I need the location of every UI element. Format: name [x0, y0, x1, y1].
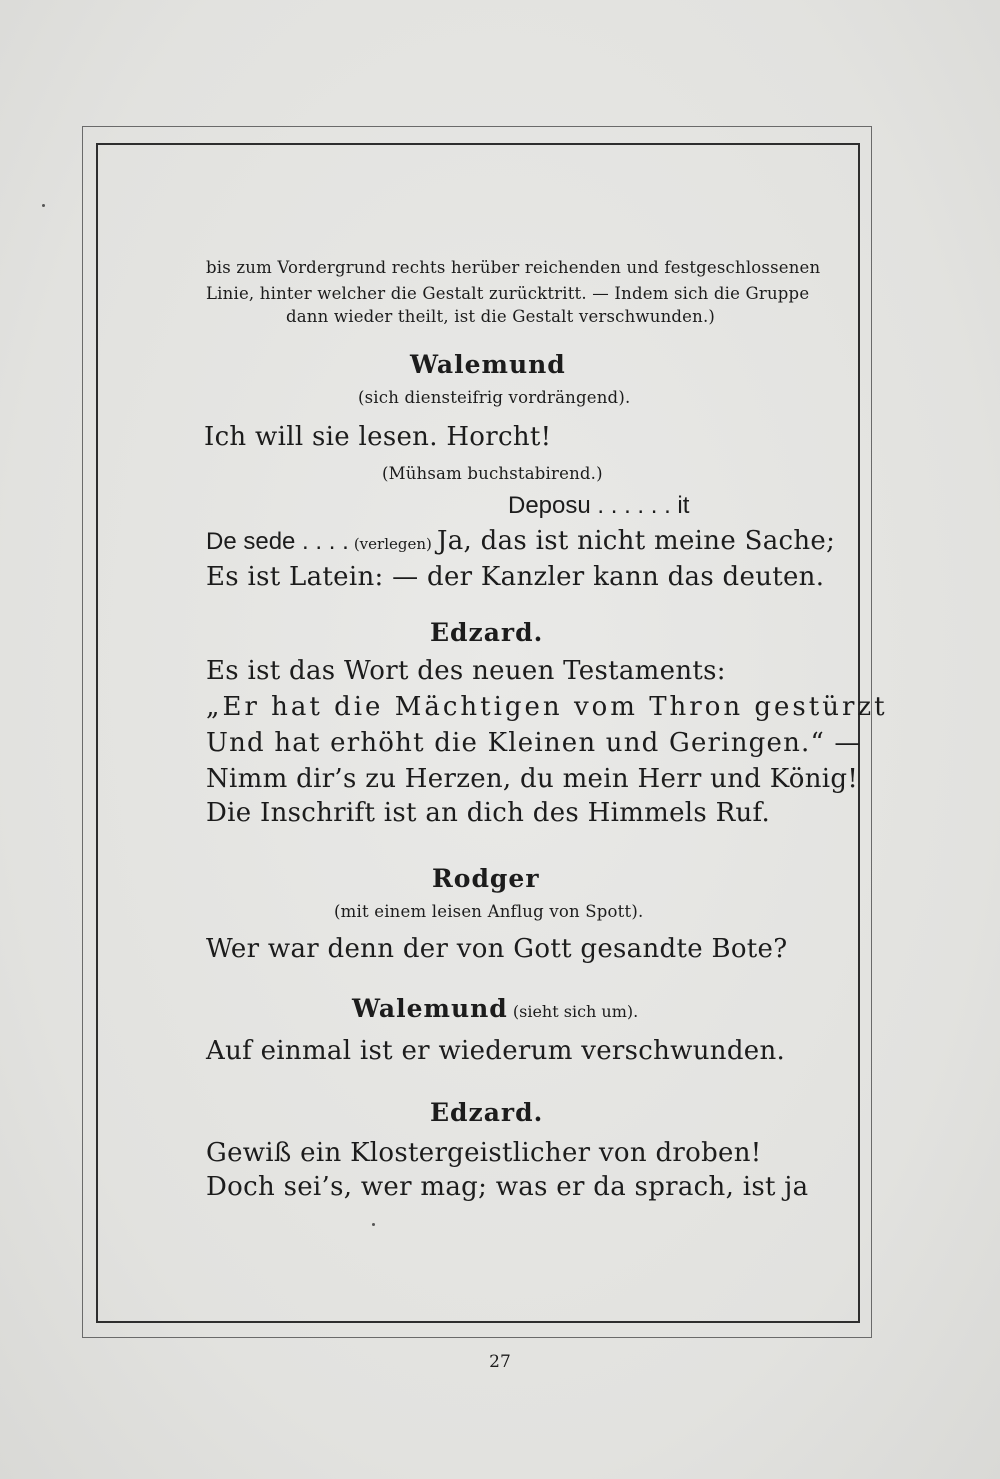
latin-inscription-line-1: Deposu . . . . . . it	[508, 492, 690, 519]
stage-direction: (Mühsam buchstabirend.)	[382, 464, 603, 483]
verse-line: Es ist das Wort des neuen Testaments:	[206, 656, 726, 686]
speaker-name: Edzard.	[430, 618, 544, 647]
stage-direction: (sieht sich um).	[512, 1002, 639, 1021]
verse-line: Wer war denn der von Gott gesandte Bote?	[206, 934, 788, 964]
verse-line: „Er hat die Mächtigen vom Thron gestürzt	[206, 692, 888, 722]
speaker-name: Walemund	[410, 350, 566, 379]
verse-text: Ja, das ist nicht meine Sache;	[436, 526, 836, 556]
speaker-name: Edzard.	[430, 1098, 544, 1127]
verse-line: Auf einmal ist er wiederum verschwunden.	[206, 1036, 786, 1066]
verse-line: Die Inschrift ist an dich des Himmels Ruf.	[206, 798, 771, 828]
verse-line: Doch sei’s, wer mag; was er da sprach, ist ja	[206, 1172, 809, 1202]
verse-line: Nimm dir’s zu Herzen, du mein Herr und König!	[206, 764, 859, 794]
stage-direction-line-2: Linie, hinter welcher die Gestalt zurücktritt. — Indem sich die Gruppe	[206, 284, 810, 303]
inline-stage-direction: (verlegen)	[353, 535, 432, 553]
stage-direction-line-1: bis zum Vordergrund rechts herüber reichenden und festgeschlossenen	[206, 258, 821, 277]
verse-line	[206, 526, 835, 556]
page-number: 27	[489, 1352, 511, 1372]
speaker-name: Walemund	[352, 994, 508, 1023]
stage-direction: (mit einem leisen Anflug von Spott).	[334, 902, 644, 921]
verse-line: Es ist Latein: — der Kanzler kann das deuten.	[206, 562, 825, 592]
verse-line: Und hat erhöht die Kleinen und Geringen.“ —	[206, 728, 862, 758]
speck	[372, 1223, 375, 1226]
speck	[42, 204, 45, 207]
speaker-name: Rodger	[432, 864, 540, 893]
latin-inscription-line-2: De sede . . . .	[206, 528, 349, 555]
verse-line: Ich will sie lesen. Horcht!	[204, 422, 552, 452]
verse-line: Gewiß ein Klostergeistlicher von droben!	[206, 1138, 762, 1168]
stage-direction-line-3: dann wieder theilt, ist die Gestalt verschwunden.)	[286, 307, 716, 326]
speaker-heading	[352, 994, 638, 1023]
stage-direction: (sich diensteifrig vordrängend).	[358, 388, 631, 407]
